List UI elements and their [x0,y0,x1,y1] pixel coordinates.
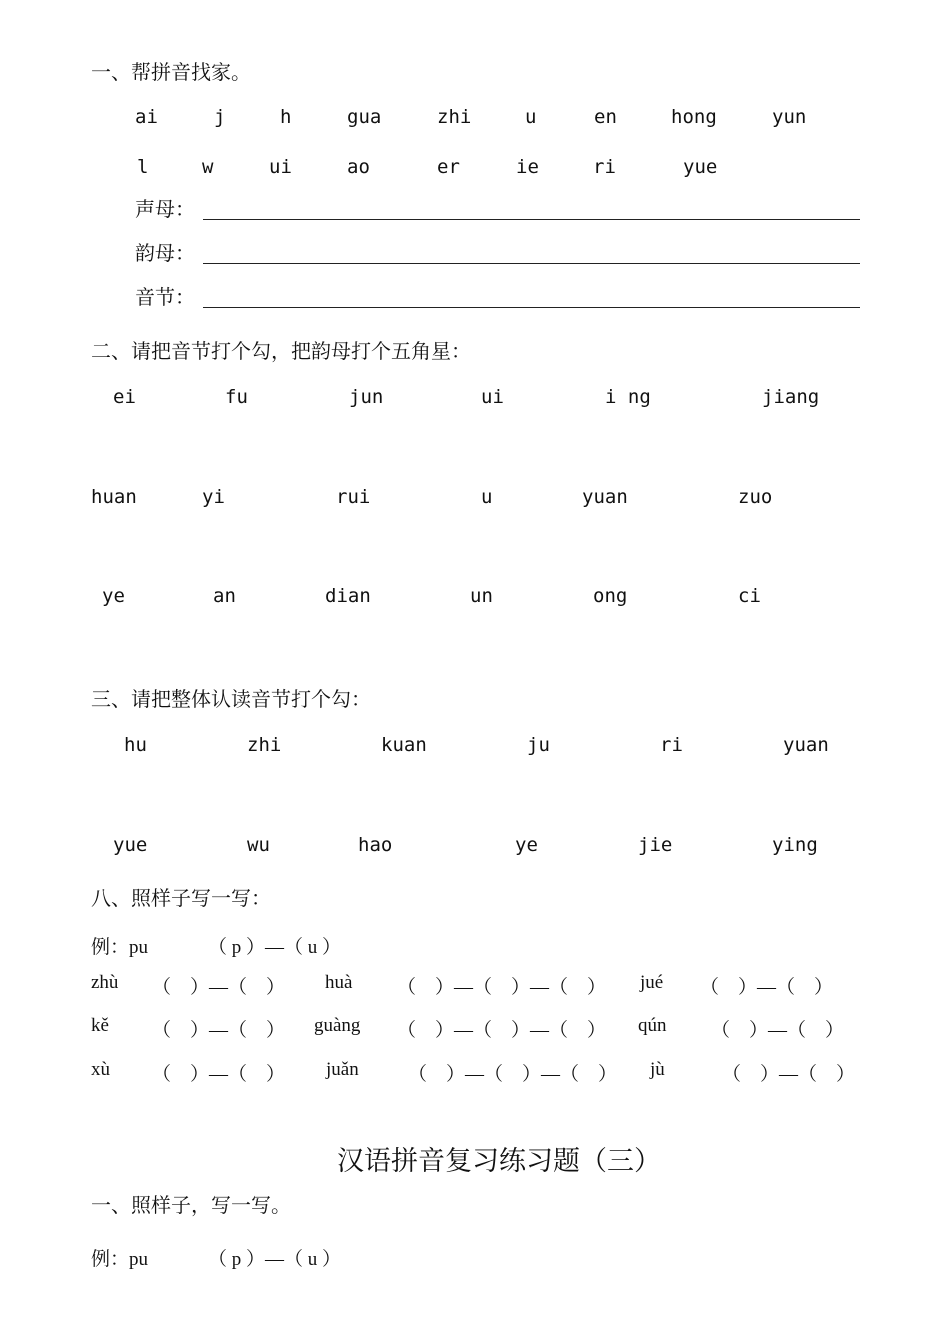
exercise-syllable: qún [638,1015,667,1036]
pinyin-item: ui [269,156,292,178]
pinyin-item: hong [671,106,717,128]
part3-section1-heading: 一、照样子，写一写。 [91,1193,291,1217]
pinyin-item[interactable]: ci [738,585,761,607]
pinyin-item: j [214,106,226,128]
pinyin-item[interactable]: ju [527,734,550,756]
exercise-syllable: juǎn [326,1059,359,1080]
pinyin-item[interactable]: jiang [762,386,820,408]
pinyin-item[interactable]: ui [481,386,504,408]
answer-blanks[interactable]: （ ）—（ ） [700,977,834,998]
pinyin-item[interactable]: u [481,486,493,508]
pinyin-item[interactable]: fu [225,386,248,408]
pinyin-item: yue [683,156,718,178]
pinyin-item: yun [772,106,807,128]
pinyin-item[interactable]: rui [336,486,371,508]
pinyin-item[interactable]: jun [349,386,384,408]
shengmu-label: 声母： [135,197,195,221]
pinyin-item: gua [347,106,382,128]
pinyin-item: en [594,106,617,128]
pinyin-item: ie [516,156,539,178]
pinyin-item[interactable]: ying [772,834,818,856]
pinyin-item[interactable]: yuan [582,486,628,508]
pinyin-item[interactable]: yuan [783,734,829,756]
exercise-syllable: xù [91,1059,110,1080]
answer-blanks[interactable]: （ ）—（ ） [152,977,286,998]
section1-heading: 一、帮拼音找家。 [91,60,251,84]
answer-blanks[interactable]: （ ）—（ ） [711,1020,845,1041]
pinyin-item: ai [135,106,158,128]
pinyin-item[interactable]: ye [102,585,125,607]
exercise-syllable: huà [325,972,353,993]
answer-blanks[interactable]: （ ）—（ ）—（ ） [397,977,607,998]
pinyin-item[interactable]: huan [91,486,137,508]
pinyin-item[interactable]: jie [638,834,673,856]
pinyin-item[interactable]: ong [593,585,628,607]
section3-heading: 三、请把整体认读音节打个勾： [91,687,371,711]
pinyin-item[interactable]: ri [660,734,683,756]
pinyin-item: zhi [437,106,472,128]
pinyin-item[interactable]: wu [247,834,270,856]
pinyin-item: h [280,106,292,128]
example-answer: （ p ）—（ u ） [208,937,342,958]
example-answer: （ p ）—（ u ） [208,1249,342,1270]
answer-blanks[interactable]: （ ）—（ ）—（ ） [408,1064,618,1085]
pinyin-item: ao [347,156,370,178]
exercise-syllable: guàng [314,1015,361,1036]
pinyin-item: u [525,106,537,128]
pinyin-item: l [137,156,149,178]
yunmu-answer-line[interactable] [203,263,860,264]
yinjie-answer-line[interactable] [203,307,860,308]
pinyin-item[interactable]: i ng [605,386,651,408]
pinyin-item[interactable]: un [470,585,493,607]
exercise-syllable: zhù [91,972,119,993]
answer-blanks[interactable]: （ ）—（ ） [152,1020,286,1041]
pinyin-item[interactable]: ye [515,834,538,856]
example-label: 例：pu [91,1249,149,1270]
pinyin-item[interactable]: kuan [381,734,427,756]
pinyin-item: er [437,156,460,178]
section8-heading: 八、照样子写一写： [91,886,271,910]
section2-heading: 二、请把音节打个勾，把韵母打个五角星： [91,339,471,363]
answer-blanks[interactable]: （ ）—（ ）—（ ） [397,1020,607,1041]
pinyin-item[interactable]: an [213,585,236,607]
page-title: 汉语拼音复习练习题（三） [337,1146,661,1177]
answer-blanks[interactable]: （ ）—（ ） [152,1064,286,1085]
exercise-syllable: jù [650,1059,665,1080]
example-label: 例：pu [91,937,149,958]
pinyin-item[interactable]: ei [113,386,136,408]
pinyin-item[interactable]: dian [325,585,371,607]
pinyin-item[interactable]: zuo [738,486,773,508]
pinyin-item[interactable]: zhi [247,734,282,756]
answer-blanks[interactable]: （ ）—（ ） [722,1064,856,1085]
yunmu-label: 韵母： [135,241,195,265]
exercise-syllable: jué [640,972,664,993]
pinyin-item[interactable]: hao [358,834,393,856]
pinyin-item[interactable]: yi [202,486,225,508]
pinyin-item[interactable]: hu [124,734,147,756]
exercise-syllable: kě [91,1015,109,1036]
pinyin-item: ri [593,156,616,178]
shengmu-answer-line[interactable] [203,219,860,220]
yinjie-label: 音节： [135,285,195,309]
pinyin-item: w [202,156,214,178]
pinyin-item[interactable]: yue [113,834,148,856]
